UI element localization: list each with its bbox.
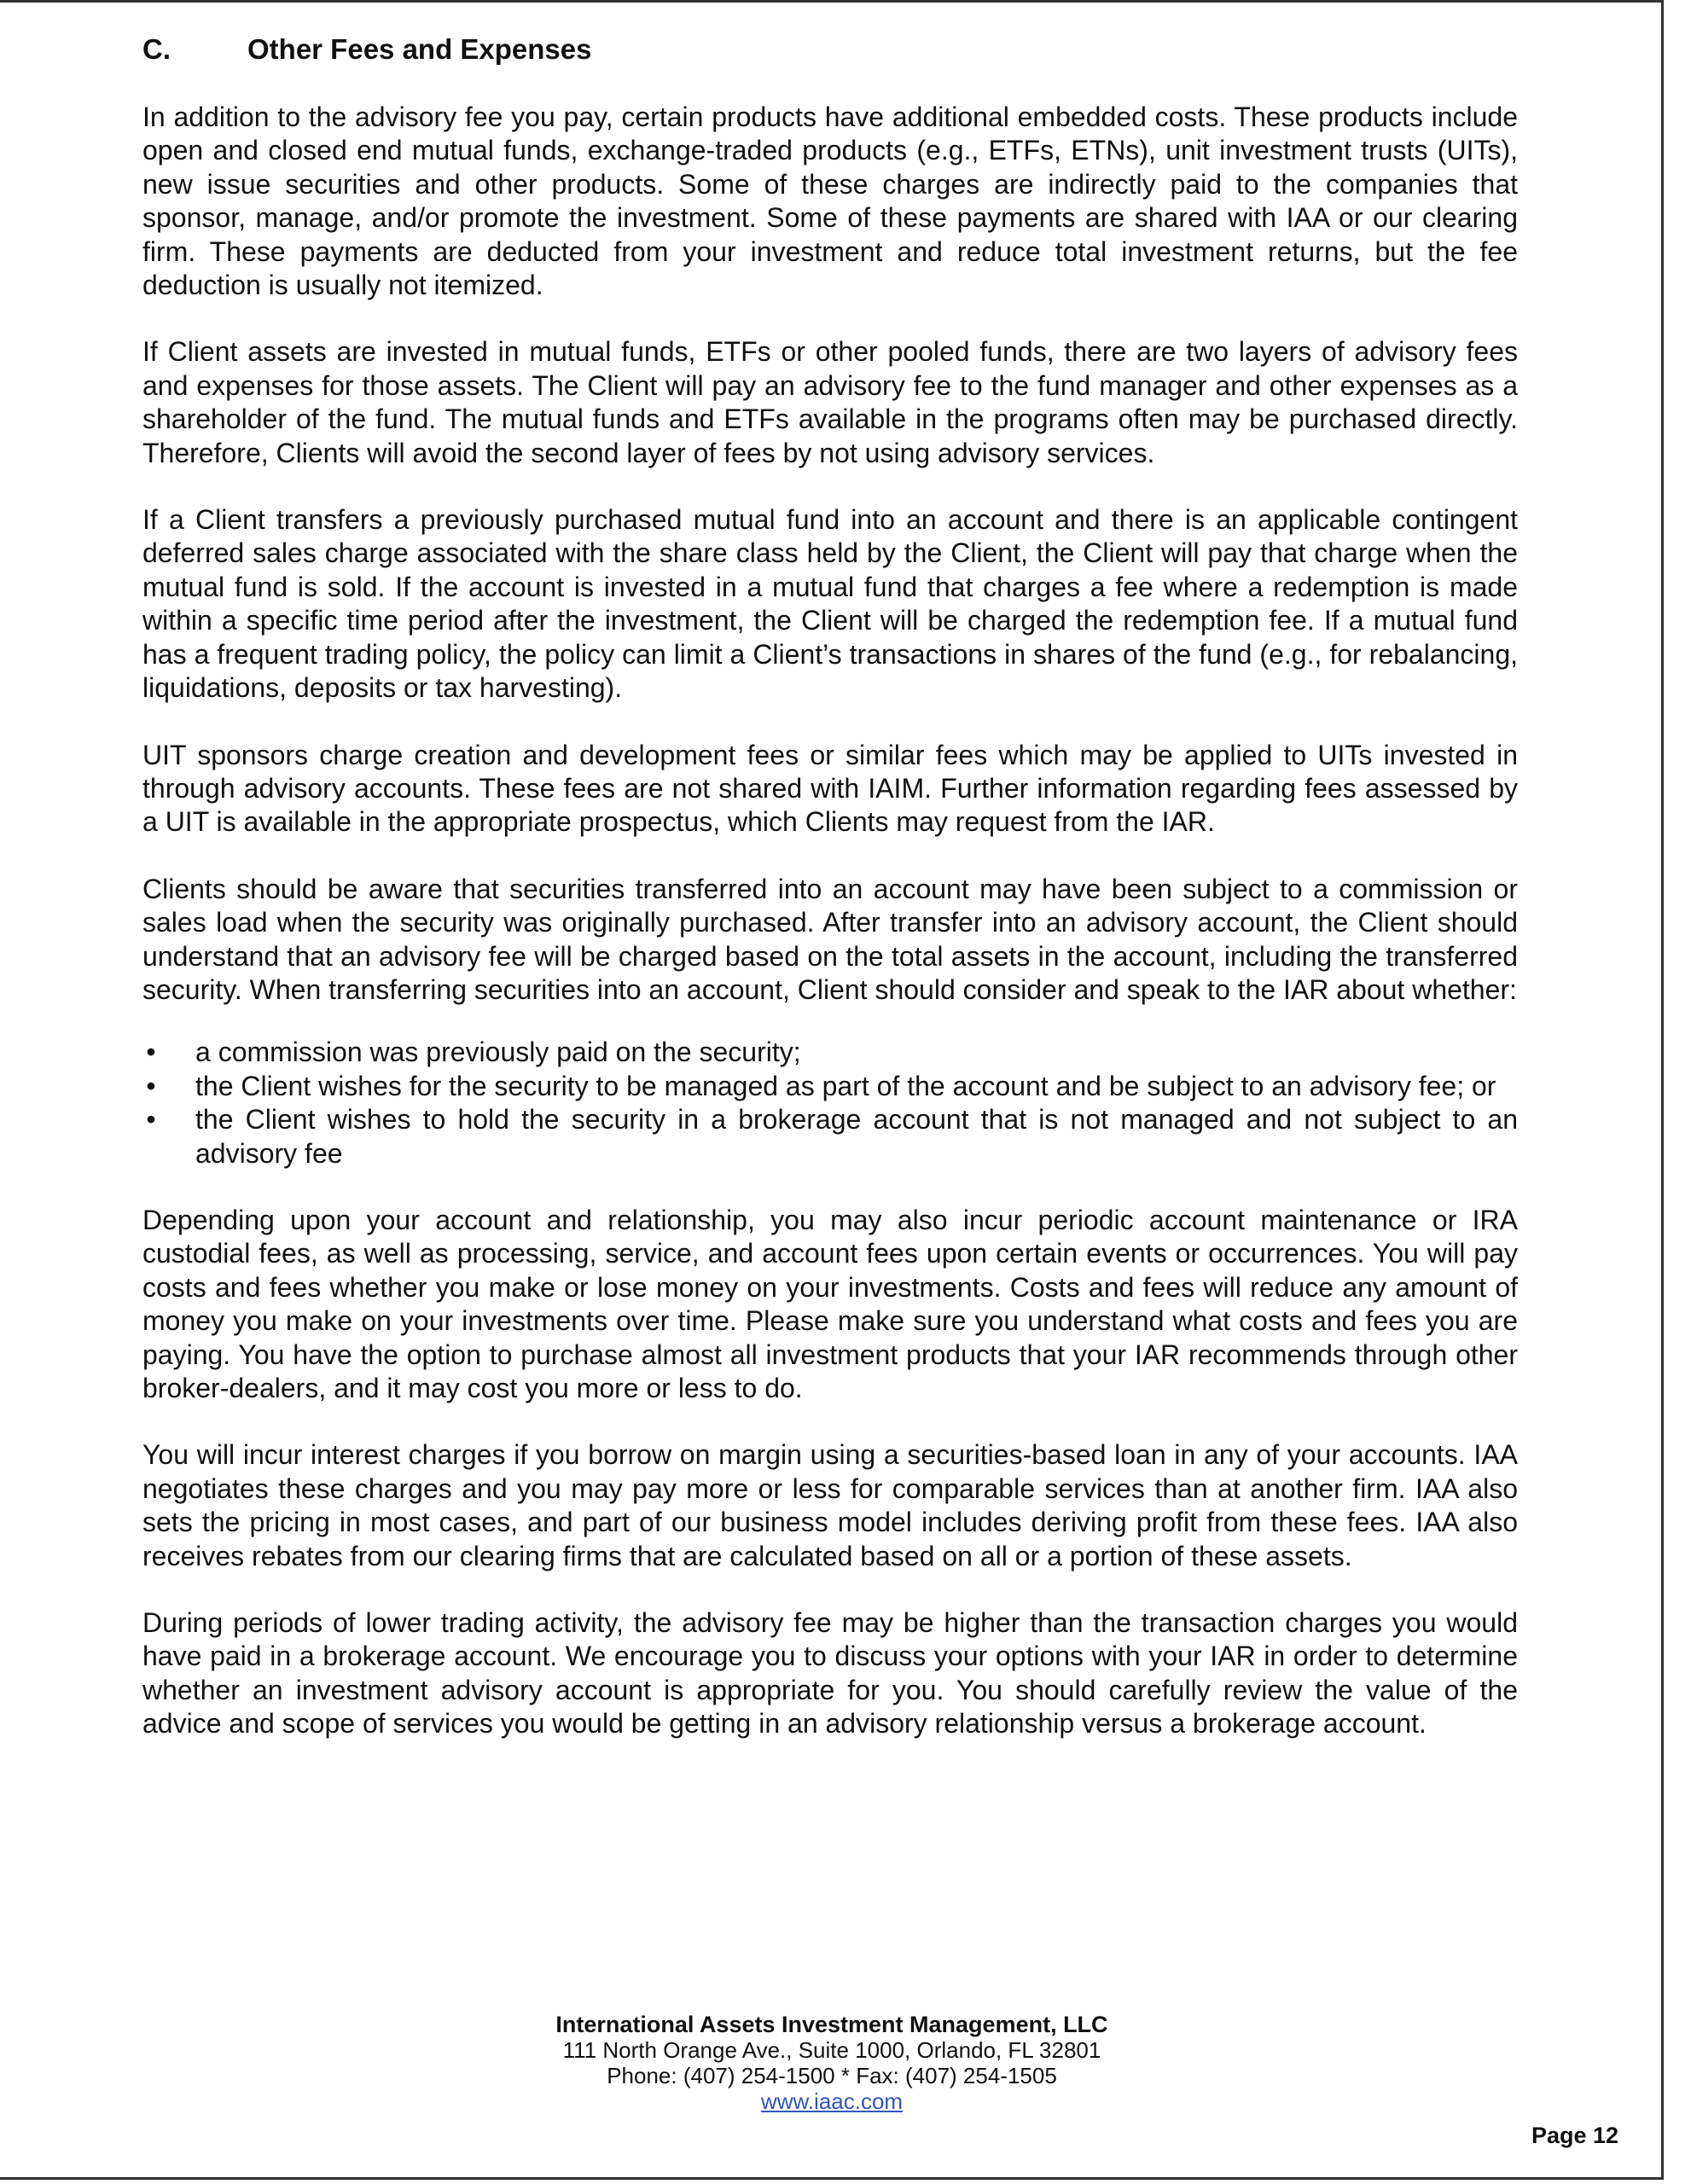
footer-website-link[interactable]: www.iaac.com bbox=[760, 2088, 904, 2114]
paragraph-uit-fees: UIT sponsors charge creation and development fees or similar fees which may be applied to UITs invested in through advisory accounts. These fees are not shared with IAIM. Further information regarding fees assessed by a UIT is available in the appropriate prospectus, which Clients may request from the IAR. bbox=[142, 739, 1518, 838]
document-body bbox=[142, 32, 1518, 1774]
paragraph-margin-interest: You will incur interest charges if you borrow on margin using a securities-based loan in any of your accounts. IAA negotiates these charges and you may pay more or less for comparable services than at another firm. IAA also sets the pricing in most cases, and part of our business model includes deriving profit from these fees. IAA also receives rebates from our clearing firms that are calculated based on all or a portion of these assets. bbox=[142, 1439, 1518, 1571]
section-title: Other Fees and Expenses bbox=[247, 33, 592, 65]
footer-address: 111 North Orange Ave., Suite 1000, Orlando, FL 32801 bbox=[562, 2037, 1101, 2063]
list-item-text: the Client wishes for the security to be managed as part of the account and be subject to an advisory fee; or bbox=[195, 1070, 1496, 1101]
paragraph-lower-trading-activity: During periods of lower trading activity, the advisory fee may be higher than the transaction charges you would have paid in a brokerage account. We encourage you to discuss your options with your IAR in order to determine whether an investment advisory account is appropriate for you. You should carefully review the value of the advice and scope of services you would be getting in an advisory relationship versus a brokerage account. bbox=[142, 1607, 1518, 1740]
paragraph-embedded-costs: In addition to the advisory fee you pay, certain products have additional embedded costs. These products include open and closed end mutual funds, exchange-traded products (e.g., ETFs, ETNs), unit investment trusts (UITs), new issue securities and other products. Some of these charges are indirectly paid to the companies that sponsor, manage, and/or promote the investment. Some of these payments are shared with IAA or our clearing firm. These payments are deducted from your investment and reduce total investment returns, but the fee deduction is usually not itemized. bbox=[142, 102, 1518, 301]
paragraph-pooled-funds: If Client assets are invested in mutual funds, ETFs or other pooled funds, there are two layers of advisory fees and expenses for those assets. The Client will pay an advisory fee to the fund manager and other expenses as a shareholder of the fund. The mutual funds and ETFs available in the programs often may be purchased directly. Therefore, Clients will avoid the second layer of fees by not using advisory services. bbox=[142, 336, 1518, 468]
page-number: Page 12 bbox=[1531, 2123, 1619, 2148]
list-item bbox=[142, 1070, 1518, 1103]
section-letter: C. bbox=[142, 33, 171, 65]
list-item bbox=[142, 1103, 1518, 1170]
bullet-icon: • bbox=[146, 1037, 156, 1068]
list-item-text: a commission was previously paid on the security; bbox=[195, 1037, 801, 1068]
bullet-icon: • bbox=[146, 1070, 156, 1101]
paragraph-mutual-fund-transfer: If a Client transfers a previously purchased mutual fund into an account and there is an applicable contingent deferred sales charge associated with the share class held by the Client, the Client will pay that charge when the mutual fund is sold. If the account is invested in a mutual fund that charges a fee where a redemption is made within a specific time period after the investment, the Client will be charged the redemption fee. If a mutual fund has a frequent trading policy, the policy can limit a Client’s transactions in shares of the fund (e.g., for rebalancing, liquidations, deposits or tax harvesting). bbox=[142, 504, 1518, 704]
paragraph-account-fees: Depending upon your account and relationship, you may also incur periodic account maintenance or IRA custodial fees, as well as processing, service, and account fees upon certain events or occurrences. You will pay costs and fees whether you make or lose money on your investments. Costs and fees will reduce any amount of money you make on your investments over time. Please make sure you understand what costs and fees you are paying. You have the option to purchase almost all investment products that your IAR recommends through other broker-dealers, and it may cost you more or less to do. bbox=[142, 1204, 1518, 1403]
bullet-icon: • bbox=[146, 1104, 156, 1136]
footer-contact: Phone: (407) 254-1500 * Fax: (407) 254-1505 bbox=[607, 2063, 1057, 2088]
considerations-list bbox=[142, 1036, 1518, 1170]
list-item bbox=[142, 1036, 1518, 1069]
page-footer bbox=[0, 2012, 1664, 2114]
footer-company-name: International Assets Investment Management, LLC bbox=[555, 2012, 1108, 2037]
paragraph-transferred-securities: Clients should be aware that securities transferred into an account may have been subject to a commission or sales load when the security was originally purchased. After transfer into an advisory account, the Client should understand that an advisory fee will be charged based on the total assets in the account, including the transferred security. When transferring securities into an account, Client should consider and speak to the IAR about whether: bbox=[142, 873, 1518, 1005]
section-heading bbox=[142, 32, 1518, 67]
list-item-text: the Client wishes to hold the security in a brokerage account that is not managed and not subject to an advisory fee bbox=[195, 1104, 1518, 1169]
